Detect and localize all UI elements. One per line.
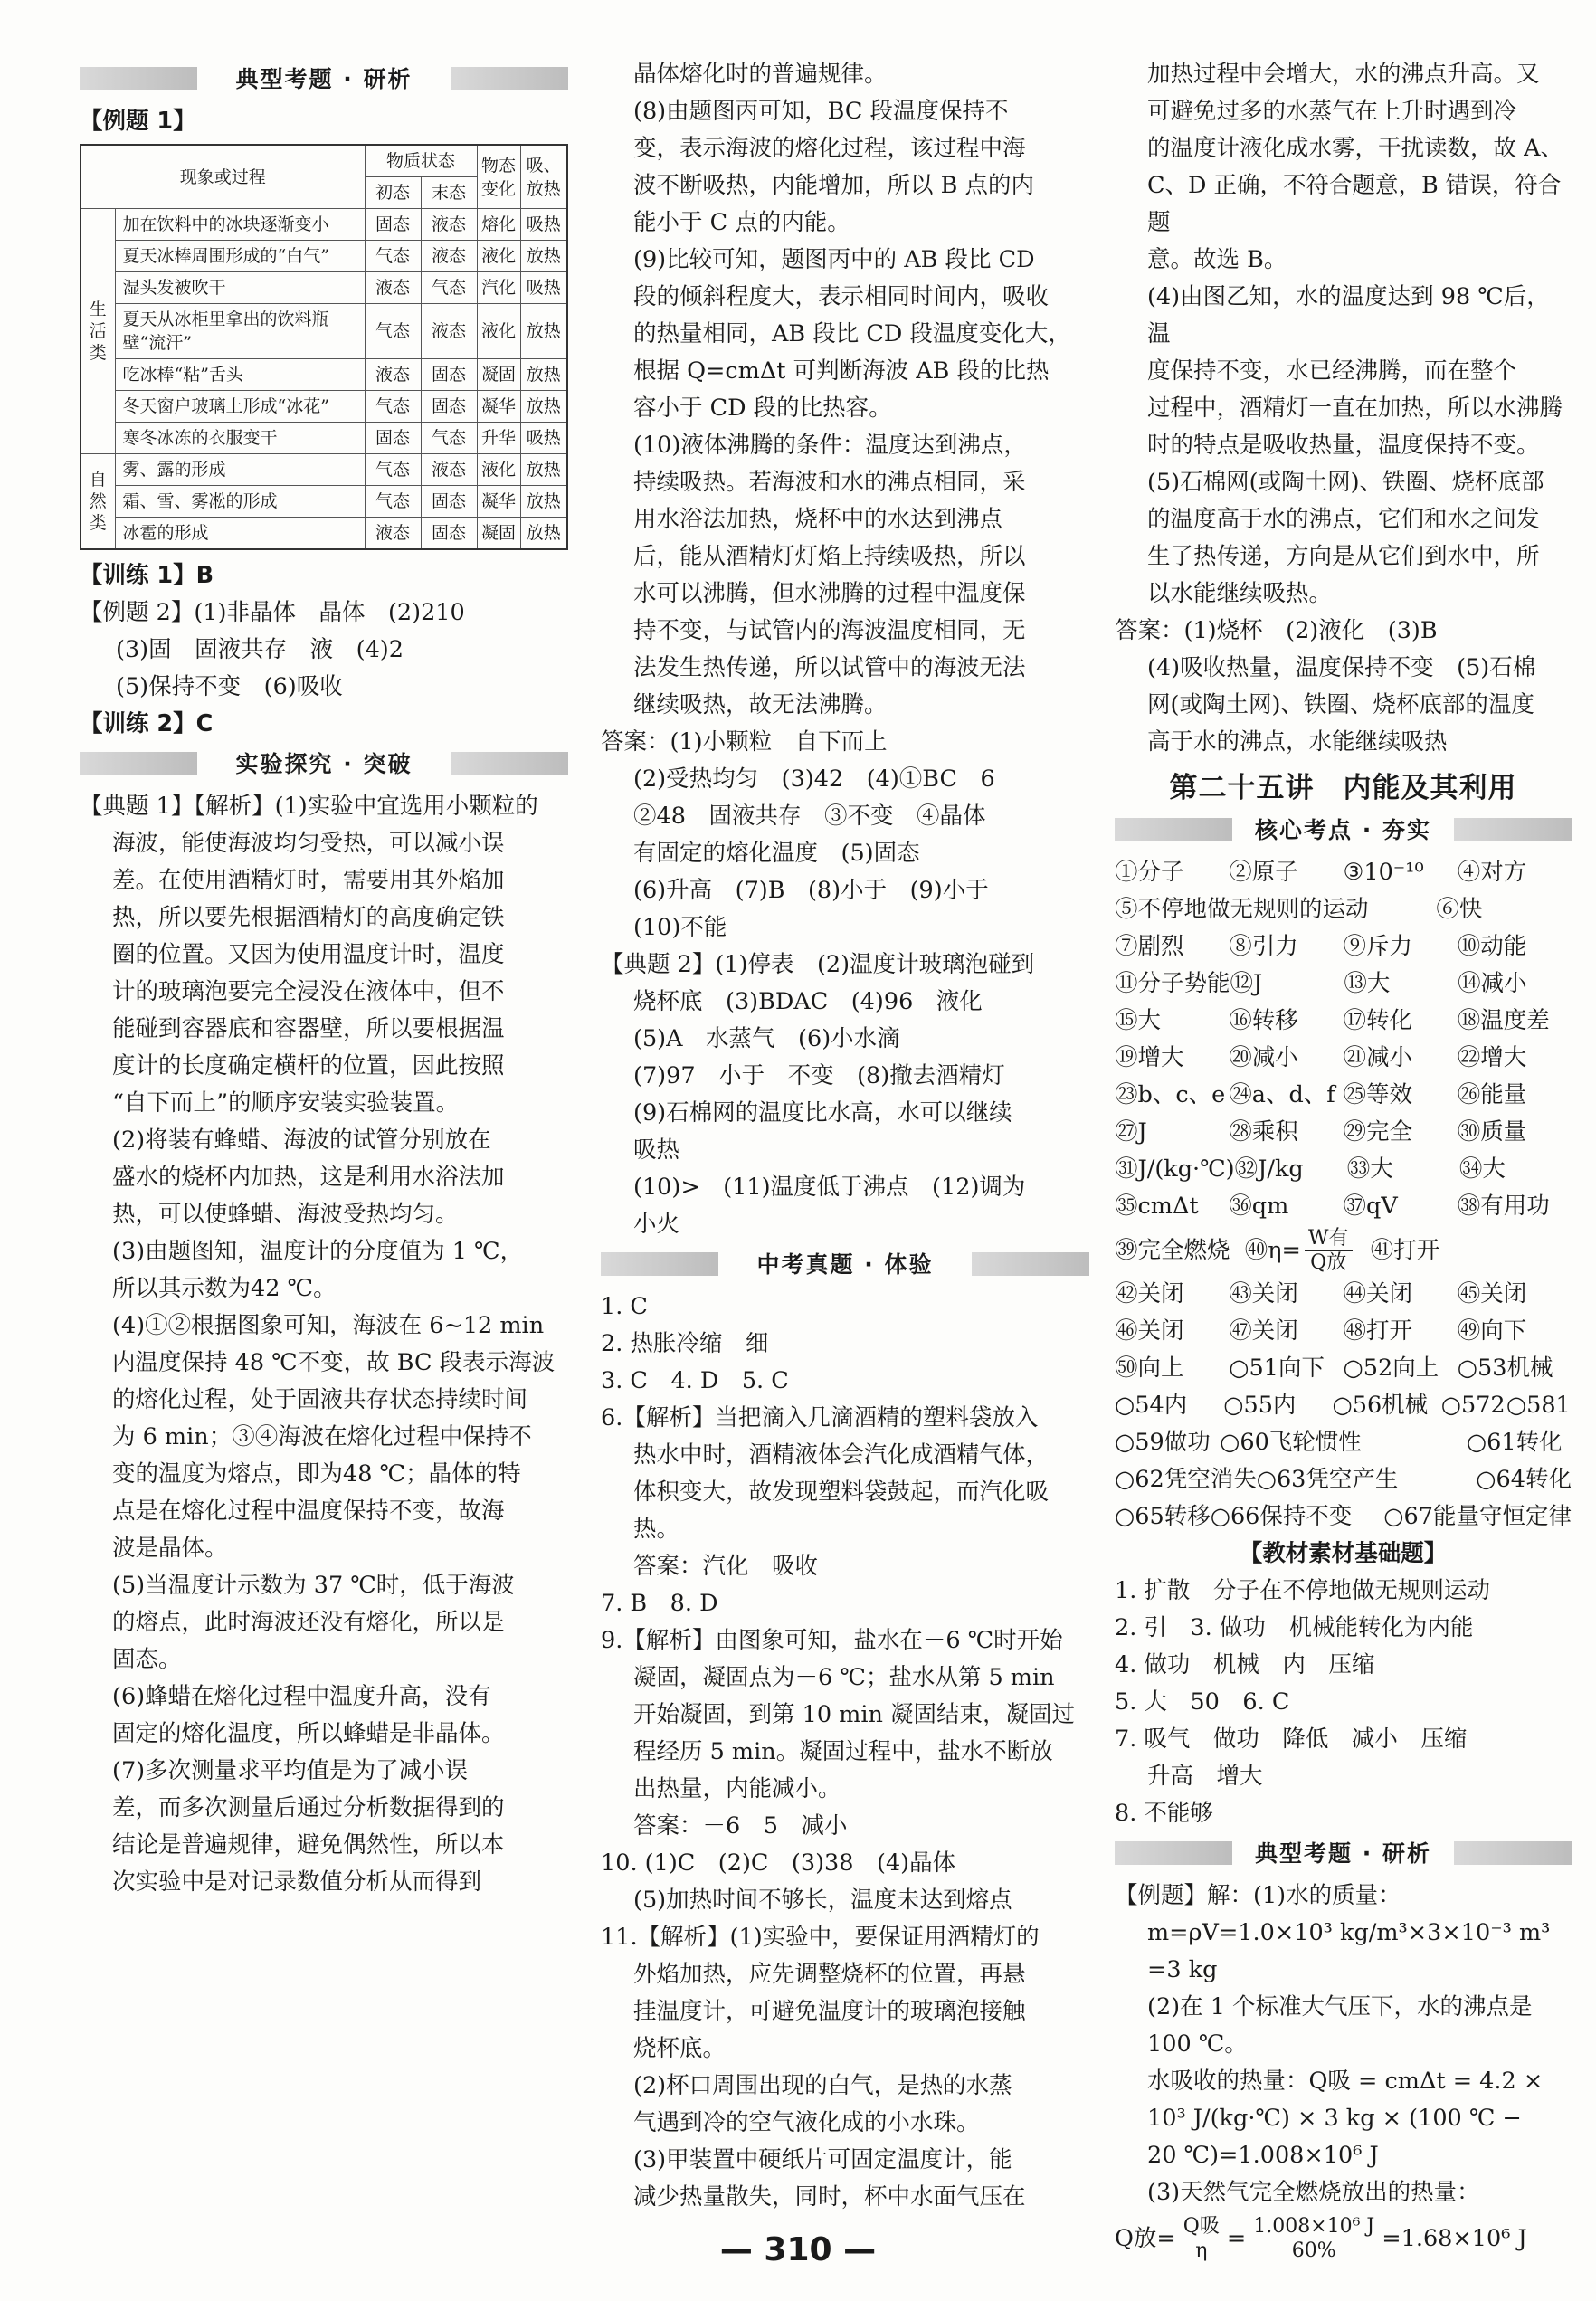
text-line: 可避免过多的水蒸气在上升时遇到冷 bbox=[1147, 98, 1517, 125]
text-line: (3)由题图知，温度计的分度值为 1 ℃， bbox=[112, 1238, 524, 1265]
key-point-item: ○67能量守恒定律 bbox=[1383, 1503, 1572, 1530]
text-line: 升高 增大 bbox=[1147, 1763, 1263, 1790]
text-line: (4)由图乙知，水的温度达到 98 ℃后，温 bbox=[1147, 283, 1550, 347]
text-line: 开始凝固，到第 10 min 凝固结束，凝固过 bbox=[633, 1701, 1076, 1728]
text-line: (8)由题图丙可知，BC 段温度保持不 bbox=[633, 98, 1009, 125]
key-point-row bbox=[1115, 965, 1572, 1003]
text-line: 后，能从酒精灯灯焰上持续吸热，所以 bbox=[633, 543, 1026, 570]
textbook-heading: 【教材素材基础题】 bbox=[1239, 1540, 1448, 1567]
text-line: 高于水的沸点，水能继续吸热 bbox=[1147, 728, 1448, 756]
key-point-item: ⑳减小 bbox=[1229, 1044, 1298, 1071]
key-point-item bbox=[1352, 1498, 1383, 1536]
text-line: 热水中时，酒精液体会汽化成酒精气体， bbox=[633, 1441, 1050, 1469]
table-row: 冰雹的形成 液态 固态 凝固 放热 bbox=[81, 518, 567, 550]
text-line: 海波，能使海波均匀受热，可以减小误 bbox=[112, 830, 505, 857]
text-line: (2)将装有蜂蜡、海波的试管分别放在 bbox=[112, 1127, 491, 1154]
text-line: 20 ℃)=1.008×10⁶ J bbox=[1147, 2142, 1379, 2169]
key-point-item: ⑬大 bbox=[1344, 970, 1391, 997]
key-point-item: ○60飞轮惯性 bbox=[1220, 1429, 1362, 1456]
section-banner-typical-2: 典型考题 · 研析 bbox=[1115, 1836, 1572, 1870]
key-point-item: ⑱温度差 bbox=[1457, 1007, 1550, 1034]
key-point-item: ○63凭空产生 bbox=[1256, 1466, 1399, 1493]
training-1: 【训练 1】B bbox=[80, 562, 214, 589]
key-point-item: ㉟cmΔt bbox=[1115, 1193, 1199, 1220]
text-line: 9.【解析】由图象可知，盐水在－6 ℃时开始 bbox=[601, 1627, 1063, 1654]
key-point-item: ○66保持不变 bbox=[1210, 1503, 1353, 1530]
text-line: 差，而多次测量后通过分析数据得到的 bbox=[112, 1794, 505, 1821]
text-line: 11.【解析】(1)实验中，要保证用酒精灯的 bbox=[601, 1924, 1040, 1951]
text-line: 网(或陶土网)、铁圈、烧杯底部的温度 bbox=[1147, 691, 1534, 718]
lecture-title: 第二十五讲 内能及其利用 bbox=[1169, 772, 1517, 804]
text-line: (9)比较可知，题图丙中的 AB 段比 CD bbox=[633, 246, 1035, 273]
key-point-item: ○52向上 bbox=[1343, 1355, 1439, 1382]
key-point-item: ㊾向下 bbox=[1457, 1317, 1527, 1345]
text-line: 用水浴法加热，烧杯中的水达到沸点 bbox=[633, 506, 1003, 533]
text-line: (7)多次测量求平均值是为了减小误 bbox=[112, 1757, 469, 1784]
text-line: 4. 做功 机械 内 压缩 bbox=[1115, 1651, 1375, 1678]
text-line: 的熔点，此时海波还没有熔化，所以是 bbox=[112, 1609, 505, 1636]
text-line: 的熔化过程，处于固液共存状态持续时间 bbox=[112, 1386, 528, 1413]
text-line: 内温度保持 48 ℃不变，故 BC 段表示海波 bbox=[112, 1349, 556, 1376]
text-line: 为 6 min；③④海波在熔化过程中保持不 bbox=[112, 1423, 532, 1450]
key-point-item: ㉙完全 bbox=[1343, 1118, 1413, 1146]
text-line: 时的特点是吸收热量，温度保持不变。 bbox=[1147, 432, 1540, 459]
text-line: 度保持不变，水已经沸腾，而在整个 bbox=[1147, 357, 1517, 385]
text-line: (10)不能 bbox=[633, 914, 727, 941]
text-line: 结论是普遍规律，避免偶然性，所以本 bbox=[112, 1831, 505, 1859]
text-line: 继续吸热，故无法沸腾。 bbox=[633, 691, 888, 718]
key-point-item: ⑤不停地做无规则的运动 bbox=[1115, 896, 1369, 923]
text-line: 10. (1)C (2)C (3)38 (4)晶体 bbox=[601, 1849, 956, 1877]
text-line: 答案：(1)烧杯 (2)液化 (3)B bbox=[1115, 617, 1438, 644]
state-change-table: 现象或过程 物质状态 物态变化 吸、放热 初态 末态 生活类 加在饮料中的冰块逐渐变小 固态 液态 熔化 吸热 夏天冰棒周围形成的“白气” 气态 液态 液化 放热 湿头发被吹干 液态 气态 汽化 吸热 夏天从冰柜里拿出的饮料瓶壁“流汗” 气态 液态 液化 放热 吃冰棒“粘”舌头 液态 固态 凝固 放热 冬天窗户玻璃上形成“冰花” 气态 固态 凝华 放热 寒冬冰冻的衣服变干 固态 气态 升华 吸热 自然类 雾、露的形成 气态 液态 液化 放热 霜、雪、雾凇的形成 气态 固态 凝华 放热 冰雹的形成 液态 固态 凝固 放热 bbox=[80, 144, 568, 550]
key-point-item: ㊿向上 bbox=[1115, 1355, 1184, 1382]
key-point-item: ⑲增大 bbox=[1115, 1044, 1184, 1071]
key-point-item bbox=[1369, 891, 1437, 928]
text-line: 变，表示海波的熔化过程，该过程中海 bbox=[633, 135, 1026, 162]
example-2-line-1: 【例题 2】(1)非晶体 晶体 (2)210 bbox=[80, 599, 465, 626]
text-line: 程经历 5 min。凝固过程中，盐水不断放 bbox=[633, 1738, 1053, 1765]
text-line: 1. 扩散 分子在不停地做无规则运动 bbox=[1115, 1577, 1490, 1604]
key-point-row bbox=[1115, 1077, 1572, 1114]
key-point-row bbox=[1115, 1003, 1572, 1040]
text-line: 的温度计液化成水雾，干扰读数，故 A、 bbox=[1147, 135, 1564, 162]
text-line: (5)加热时间不够长，温度未达到熔点 bbox=[633, 1887, 1012, 1914]
text-line: (5)石棉网(或陶土网)、铁圈、烧杯底部 bbox=[1147, 469, 1544, 496]
text-line: C、D 正确，不符合题意，B 错误，符合题 bbox=[1147, 172, 1562, 236]
key-points-2 bbox=[1115, 1276, 1572, 1536]
text-line: 10³ J/(kg·℃) × 3 kg × (100 ℃ − bbox=[1147, 2105, 1522, 2132]
key-point-item: ㉘乘积 bbox=[1229, 1118, 1298, 1146]
key-point-item: ㉕等效 bbox=[1343, 1081, 1413, 1108]
text-line: 凝固，凝固点为－6 ℃；盐水从第 5 min bbox=[633, 1664, 1055, 1691]
text-line: 容小于 CD 段的比热容。 bbox=[633, 395, 892, 422]
key-point-item: ○59做功 bbox=[1115, 1429, 1211, 1456]
text-line: 晶体熔化时的普遍规律。 bbox=[633, 61, 888, 88]
text-line: 热，所以要先根据酒精灯的高度确定铁 bbox=[112, 904, 505, 931]
key-point-row bbox=[1115, 1114, 1572, 1151]
text-line: ②48 固液共存 ③不变 ④晶体 bbox=[633, 803, 986, 830]
key-points-1 bbox=[1115, 854, 1572, 1225]
key-point-item: ㊲qV bbox=[1343, 1193, 1398, 1220]
text-line: 出热量，内能减小。 bbox=[633, 1775, 841, 1802]
section-banner-experiment: 实验探究 · 突破 bbox=[80, 746, 568, 781]
text-line: 7. B 8. D bbox=[601, 1590, 718, 1617]
text-line: 圈的位置。又因为使用温度计时，温度 bbox=[112, 941, 505, 968]
text-line: (3)天然气完全燃烧放出的热量： bbox=[1147, 2179, 1480, 2206]
text-line: 答案：(1)小颗粒 自下而上 bbox=[601, 728, 888, 756]
text-line: (9)石棉网的温度比水高，水可以继续 bbox=[633, 1099, 1012, 1127]
key-point-item: ○572 bbox=[1440, 1392, 1506, 1419]
text-line: 热，可以使蜂蜡、海波受热均匀。 bbox=[112, 1201, 459, 1228]
column-2 bbox=[601, 56, 1089, 2216]
section-banner-typical: 典型考题 · 研析 bbox=[80, 62, 568, 96]
text-line: 持续吸热。若海波和水的沸点相同，采 bbox=[633, 469, 1026, 496]
text-line: 能小于 C 点的内能。 bbox=[633, 209, 850, 236]
key-point-row bbox=[1115, 891, 1572, 928]
key-point-item: ①分子 bbox=[1115, 859, 1184, 886]
text-line: 5. 大 50 6. C bbox=[1115, 1688, 1290, 1716]
text-line: 点是在熔化过程中温度保持不变，故海 bbox=[112, 1498, 505, 1525]
text-line: 的热量相同，AB 段比 CD 段温度变化大， bbox=[633, 320, 1071, 347]
text-line: (10)液体沸腾的条件：温度达到沸点， bbox=[633, 432, 1027, 459]
key-point-item: ⑩动能 bbox=[1457, 933, 1527, 960]
text-line: 固态。 bbox=[112, 1646, 182, 1673]
key-point-item: ○56机械 bbox=[1332, 1392, 1429, 1419]
key-point-item: ○581 bbox=[1506, 1392, 1571, 1419]
text-line: 2. 引 3. 做功 机械能转化为内能 bbox=[1115, 1614, 1474, 1641]
text-line: 差。在使用酒精灯时，需要用其外焰加 bbox=[112, 867, 505, 894]
text-line: 体积变大，故发现塑料袋鼓起，而汽化吸 bbox=[633, 1479, 1050, 1506]
page-number: — 310 — bbox=[719, 2231, 877, 2268]
text-line: 【典题 2】(1)停表 (2)温度计玻璃泡碰到 bbox=[601, 951, 1035, 978]
key-point-item: ⑯转移 bbox=[1229, 1007, 1298, 1034]
column-1 bbox=[80, 58, 568, 1901]
text-line: 波是晶体。 bbox=[112, 1535, 228, 1562]
key-point-item: ㊳有用功 bbox=[1457, 1193, 1550, 1220]
key-point-item: ㉗J bbox=[1115, 1118, 1147, 1146]
text-line: 烧杯底。 bbox=[633, 2035, 727, 2062]
key-point-39-41: ㊴完全燃烧 ㊵η= $\frac{\text{W有}}{\text{Q放}}$ ㊶打开 bbox=[1115, 1226, 1440, 1274]
text-line: 所以其示数为42 ℃。 bbox=[112, 1275, 337, 1302]
text-line: (4)吸收热量，温度保持不变 (5)石棉 bbox=[1147, 654, 1536, 681]
text-line: 根据 Q=cmΔt 可判断海波 AB 段的比热 bbox=[633, 357, 1050, 385]
key-point-item: ㉖能量 bbox=[1457, 1081, 1527, 1108]
text-line: 生了热传递，方向是从它们到水中，所 bbox=[1147, 543, 1540, 570]
key-point-item: ㉓b、c、e bbox=[1115, 1081, 1226, 1108]
key-point-item: ㉞大 bbox=[1458, 1155, 1506, 1183]
key-point-item: ○61转化 bbox=[1466, 1429, 1563, 1456]
text-line: (5)A 水蒸气 (6)小水滴 bbox=[633, 1025, 900, 1052]
text-line: (2)杯口周围出现的白气，是热的水蒸 bbox=[633, 2072, 1012, 2099]
text-line: 度计的长度确定横杆的位置，因此按照 bbox=[112, 1052, 505, 1079]
text-line: 小火 bbox=[633, 1211, 680, 1238]
table-row: 夏天冰棒周围形成的“白气” 气态 液态 液化 放热 bbox=[81, 241, 567, 272]
text-line: 段的倾斜程度大，表示相同时间内，吸收 bbox=[633, 283, 1050, 310]
text-line: 的温度高于水的沸点，它们和水之间发 bbox=[1147, 506, 1540, 533]
example-1-label: 【例题 1】 bbox=[80, 108, 196, 135]
key-point-item: ㊻关闭 bbox=[1115, 1317, 1184, 1345]
key-point-row bbox=[1115, 1188, 1572, 1225]
key-point-item: ㊽打开 bbox=[1343, 1317, 1413, 1345]
key-point-item bbox=[1362, 1424, 1467, 1461]
text-line: 【例题】解：(1)水的质量： bbox=[1115, 1882, 1401, 1909]
key-point-item: ○62凭空消失 bbox=[1115, 1466, 1257, 1493]
table-row: 吃冰棒“粘”舌头 液态 固态 凝固 放热 bbox=[81, 359, 567, 391]
key-point-item: ㉔a、d、f bbox=[1229, 1081, 1335, 1108]
text-line: =3 kg bbox=[1147, 1956, 1218, 1983]
text-line: 吸热 bbox=[633, 1136, 680, 1164]
dianti-1-analysis bbox=[80, 788, 568, 1901]
text-line: 2. 热胀冷缩 细 bbox=[601, 1330, 769, 1357]
text-line: 固定的熔化温度，所以蜂蜡是非晶体。 bbox=[112, 1720, 505, 1747]
key-point-item: ③10⁻¹⁰ bbox=[1343, 859, 1424, 886]
analysis-11-continued bbox=[1115, 56, 1572, 613]
text-line: 答案：汽化 吸收 bbox=[633, 1553, 819, 1580]
key-point-item: ㊷关闭 bbox=[1115, 1280, 1184, 1307]
text-line: 烧杯底 (3)BDAC (4)96 液化 bbox=[633, 988, 983, 1015]
key-point-item: ㉒增大 bbox=[1457, 1044, 1527, 1071]
key-point-row bbox=[1115, 1151, 1572, 1188]
key-point-item: ⑮大 bbox=[1115, 1007, 1162, 1034]
text-line: 持不变，与试管内的海波温度相同，无 bbox=[633, 617, 1026, 644]
text-line: 外焰加热，应先调整烧杯的位置，再悬 bbox=[633, 1961, 1026, 1988]
key-point-item: ㉜J/kg bbox=[1234, 1155, 1304, 1183]
text-line: (2)在 1 个标准大气压下，水的沸点是 bbox=[1147, 1993, 1533, 2021]
key-point-item: ○64转化 bbox=[1476, 1466, 1572, 1493]
text-line: 水可以沸腾，但水沸腾的过程中温度保 bbox=[633, 580, 1026, 607]
text-line: 减少热量散失，同时，杯中水面气压在 bbox=[633, 2183, 1026, 2211]
text-line: 挂温度计，可避免温度计的玻璃泡接触 bbox=[633, 1998, 1026, 2025]
table-row: 夏天从冰柜里拿出的饮料瓶壁“流汗” 气态 液态 液化 放热 bbox=[81, 304, 567, 359]
key-point-item: ⑧引力 bbox=[1229, 933, 1298, 960]
key-point-item: ⑰转化 bbox=[1343, 1007, 1413, 1034]
text-line: 以水能继续吸热。 bbox=[1147, 580, 1333, 607]
text-line: 有固定的熔化温度 (5)固态 bbox=[633, 840, 920, 867]
key-point-row bbox=[1115, 1387, 1572, 1424]
key-point-item: ⑦剧烈 bbox=[1115, 933, 1184, 960]
key-point-item: ㉚质量 bbox=[1457, 1118, 1527, 1146]
text-line: 次实验中是对记录数值分析从而得到 bbox=[112, 1868, 482, 1896]
key-point-item: ㉛J/(kg·℃) bbox=[1115, 1155, 1235, 1183]
key-point-item: ⑭减小 bbox=[1458, 970, 1527, 997]
key-point-row bbox=[1115, 1424, 1572, 1461]
table-row: 霜、雪、雾凇的形成 气态 固态 凝华 放热 bbox=[81, 486, 567, 518]
text-line: 3. C 4. D 5. C bbox=[601, 1367, 789, 1394]
text-line: 热。 bbox=[633, 1516, 680, 1543]
key-point-item: ○51向下 bbox=[1229, 1355, 1325, 1382]
text-line: “自下而上”的顺序安装实验装置。 bbox=[112, 1089, 460, 1117]
heat-formula: Q放= $\frac{\text{Q吸}}{\eta}$ = $\frac{\text{1.008×10⁶ J}}{60\%}$ =1.68×10⁶ J bbox=[1115, 2214, 1527, 2262]
key-point-item: ㊼关闭 bbox=[1229, 1317, 1298, 1345]
table-row: 寒冬冰冻的衣服变干 固态 气态 升华 吸热 bbox=[81, 423, 567, 454]
key-point-item: ㉑减小 bbox=[1343, 1044, 1413, 1071]
text-line: 能碰到容器底和容器壁，所以要根据温 bbox=[112, 1015, 505, 1042]
key-point-row bbox=[1115, 1276, 1572, 1313]
text-line: (2)受热均匀 (3)42 (4)①BC 6 bbox=[633, 765, 995, 793]
key-point-row bbox=[1115, 1498, 1572, 1536]
key-point-item: ㊺关闭 bbox=[1457, 1280, 1527, 1307]
key-point-item: ○65转移 bbox=[1115, 1503, 1211, 1530]
text-line: 8. 不能够 bbox=[1115, 1800, 1213, 1827]
example-2-line-2: (3)固 固液共存 液 (4)2 bbox=[116, 636, 404, 663]
key-point-item: ⑥快 bbox=[1436, 896, 1483, 923]
table-row: 生活类 加在饮料中的冰块逐渐变小 固态 液态 熔化 吸热 bbox=[81, 209, 567, 241]
key-point-row bbox=[1115, 1461, 1572, 1498]
key-point-item: ②原子 bbox=[1229, 859, 1298, 886]
training-2: 【训练 2】C bbox=[80, 710, 214, 737]
key-point-item: ㊱qm bbox=[1229, 1193, 1289, 1220]
key-point-item: ⑪分子势能 bbox=[1115, 970, 1230, 997]
text-line: 7. 吸气 做功 降低 减小 压缩 bbox=[1115, 1726, 1468, 1753]
table-row: 湿头发被吹干 液态 气态 汽化 吸热 bbox=[81, 272, 567, 304]
text-line: 盛水的烧杯内加热，这是利用水浴法加 bbox=[112, 1164, 505, 1191]
text-line: 水吸收的热量：Q吸 = cmΔt = 4.2 × bbox=[1147, 2068, 1544, 2095]
key-point-item bbox=[1504, 891, 1572, 928]
key-point-item: ㉝大 bbox=[1346, 1155, 1393, 1183]
text-line: (7)97 小于 不变 (8)撤去酒精灯 bbox=[633, 1062, 1005, 1089]
analysis-continued bbox=[601, 56, 1089, 724]
key-point-item bbox=[1398, 1461, 1476, 1498]
key-point-row bbox=[1115, 1313, 1572, 1350]
text-line: 1. C bbox=[601, 1293, 648, 1320]
text-line: (6)升高 (7)B (8)小于 (9)小于 bbox=[633, 877, 989, 904]
key-point-item: ○54内 bbox=[1115, 1392, 1188, 1419]
text-line: 6.【解析】当把滴入几滴酒精的塑料袋放入 bbox=[601, 1404, 1039, 1431]
section-banner-exam: 中考真题 · 体验 bbox=[601, 1247, 1089, 1281]
dianti-2 bbox=[601, 946, 1089, 1243]
answer-11 bbox=[1115, 613, 1572, 761]
key-point-item: ㊸关闭 bbox=[1229, 1280, 1298, 1307]
table-row: 自然类 雾、露的形成 气态 液态 液化 放热 bbox=[81, 454, 567, 486]
key-point-item: ⑨斥力 bbox=[1343, 933, 1413, 960]
text-line: 意。故选 B。 bbox=[1147, 246, 1287, 273]
key-point-row bbox=[1115, 1350, 1572, 1387]
text-line: 波不断吸热，内能增加，所以 B 点的内 bbox=[633, 172, 1034, 199]
section-banner-core: 核心考点 · 夯实 bbox=[1115, 813, 1572, 847]
text-line: 法发生热传递，所以试管中的海波无法 bbox=[633, 654, 1026, 681]
text-line: (10)> (11)温度低于沸点 (12)调为 bbox=[633, 1174, 1026, 1201]
text-line: 加热过程中会增大，水的沸点升高。又 bbox=[1147, 61, 1540, 88]
textbook-answers bbox=[1115, 1573, 1572, 1832]
text-line: (5)当温度计示数为 37 ℃时，低于海波 bbox=[112, 1572, 515, 1599]
text-line: 100 ℃。 bbox=[1147, 2030, 1248, 2058]
exam-answers bbox=[601, 1288, 1089, 2216]
table-row: 冬天窗户玻璃上形成“冰花” 气态 固态 凝华 放热 bbox=[81, 391, 567, 423]
key-point-row bbox=[1115, 928, 1572, 965]
text-line: 答案：－6 5 减小 bbox=[633, 1812, 848, 1840]
example-solution bbox=[1115, 1878, 1572, 2211]
text-line: m=ρV=1.0×10³ kg/m³×3×10⁻³ m³ bbox=[1147, 1919, 1551, 1946]
text-line: (6)蜂蜡在熔化过程中温度升高，没有 bbox=[112, 1683, 491, 1710]
key-point-item: ④对方 bbox=[1457, 859, 1527, 886]
key-point-item: ○53机械 bbox=[1457, 1355, 1553, 1382]
column-3 bbox=[1115, 56, 1572, 2266]
text-line: 气遇到冷的空气液化成的小水珠。 bbox=[633, 2109, 980, 2136]
text-line: (4)①②根据图象可知，海波在 6~12 min bbox=[112, 1312, 545, 1339]
text-line: 过程中，酒精灯一直在加热，所以水沸腾 bbox=[1147, 395, 1563, 422]
text-line: (3)甲装置中硬纸片可固定温度计，能 bbox=[633, 2146, 1012, 2173]
dianti-1-answer bbox=[601, 724, 1089, 946]
example-2-line-3: (5)保持不变 (6)吸收 bbox=[116, 673, 343, 700]
text-line: 变的温度为熔点，即为48 ℃；晶体的特 bbox=[112, 1460, 521, 1488]
text-line: 计的玻璃泡要完全浸没在液体中，但不 bbox=[112, 978, 505, 1005]
key-point-row bbox=[1115, 854, 1572, 891]
key-point-item: ㊹关闭 bbox=[1343, 1280, 1413, 1307]
text-line: 【典题 1】【解析】(1)实验中宜选用小颗粒的 bbox=[80, 793, 538, 820]
key-point-row bbox=[1115, 1040, 1572, 1077]
key-point-item: ○55内 bbox=[1223, 1392, 1297, 1419]
key-point-item: ⑫J bbox=[1230, 970, 1263, 997]
